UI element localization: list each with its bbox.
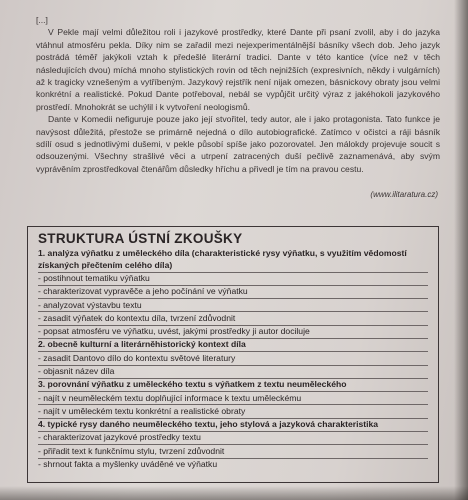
task-item: - zasadit Dantovo dílo do kontextu světové literatury [38,352,428,365]
article-text [36,14,440,175]
section-heading: 1. analýza výňatku z uměleckého díla (charakteristické rysy výňatku, s využitím vědomostí získaných přečtením celého díla) [38,248,428,273]
paragraph-protagonist: Dante v Komedii nefiguruje pouze jako její stvořitel, tedy autor, ale i jako protagonista. Tato funkce je navýsost důležitá, přestože se primárně nejedná o dílo autobiografické. Zatímco v očistci a ráji básník sdílí osud s jednotlivými dušemi, v pekle působí spíše jako pozorovatel. Jen málokdy projevuje soucit s odsouzenými. Všechny strašlivé věci a utrpení zatracených duší pečlivě zaznamenává, aby svým vyprávěním zprostředkoval čtenářům důsledky hříchu a přivedl je tím na pravou cestu. [36,114,440,174]
box-title: STRUKTURA ÚSTNÍ ZKOUŠKY [38,231,243,246]
task-item: - přiřadit text k funkčnímu stylu, tvrzení zdůvodnit [38,445,428,458]
task-item: - zasadit výňatek do kontextu díla, tvrzení zdůvodnit [38,312,428,325]
page-shadow-right [454,0,468,500]
exam-structure-box [27,226,439,483]
section-heading: 3. porovnání výňatku z uměleckého textu s výňatkem z textu neuměleckého [38,379,428,392]
task-item: - najít v neuměleckém textu doplňující informace k textu uměleckému [38,392,428,405]
ellipsis-marker: [...] [36,15,48,25]
section-heading: 4. typické rysy daného neuměleckého textu, jeho stylová a jazyková charakteristika [38,419,428,432]
task-item: - popsat atmosféru ve výňatku, uvést, jakými prostředky ji autor dociluje [38,326,428,339]
task-item: - analyzovat výstavbu textu [38,299,428,312]
paragraph-language: V Pekle mají velmi důležitou roli i jazykové prostředky, které Dante při psaní zvolil, aby i do jazyka vtáhnul atmosféru pekla. Díky nim se zařadil mezi nejexperimentálnější básníky všech dob. Jeho jazyk postrádá téměř jakýkoli vztah k předešlé literární tradici. Dante v této kantice (více než v těch následujících dvou) míchá mnoho stylistických rovin od těch nejnižších (expresivních, někdy i vulgárních) až k tragicky vznešeným a vytříbeným. Jazykový rejstřík není nijak omezen, básnickovy obraty jsou velmi konkrétní a realistické. Pokud Dante potřeboval, nebál se vypůjčit určitý výraz z jakéhokoli jazykového prostředí. Mnohokrát se uchýlil i k vytvoření neologismů. [36,27,440,112]
task-item: - postihnout tematiku výňatku [38,273,428,286]
task-item: - objasnit název díla [38,366,428,379]
task-item: - charakterizovat vypravěče a jeho počínání ve výňatku [38,286,428,299]
task-item: - najít v uměleckém textu konkrétní a realistické obraty [38,405,428,418]
page-shadow-bottom [0,486,468,500]
source-citation: (www.ilitaratura.cz) [370,190,438,199]
task-item: - charakterizovat jazykové prostředky textu [38,432,428,445]
structure-list [38,248,428,471]
section-heading: 2. obecně kulturní a literárněhistorický kontext díla [38,339,428,352]
task-item: - shrnout fakta a myšlenky uváděné ve výňatku [38,458,218,469]
